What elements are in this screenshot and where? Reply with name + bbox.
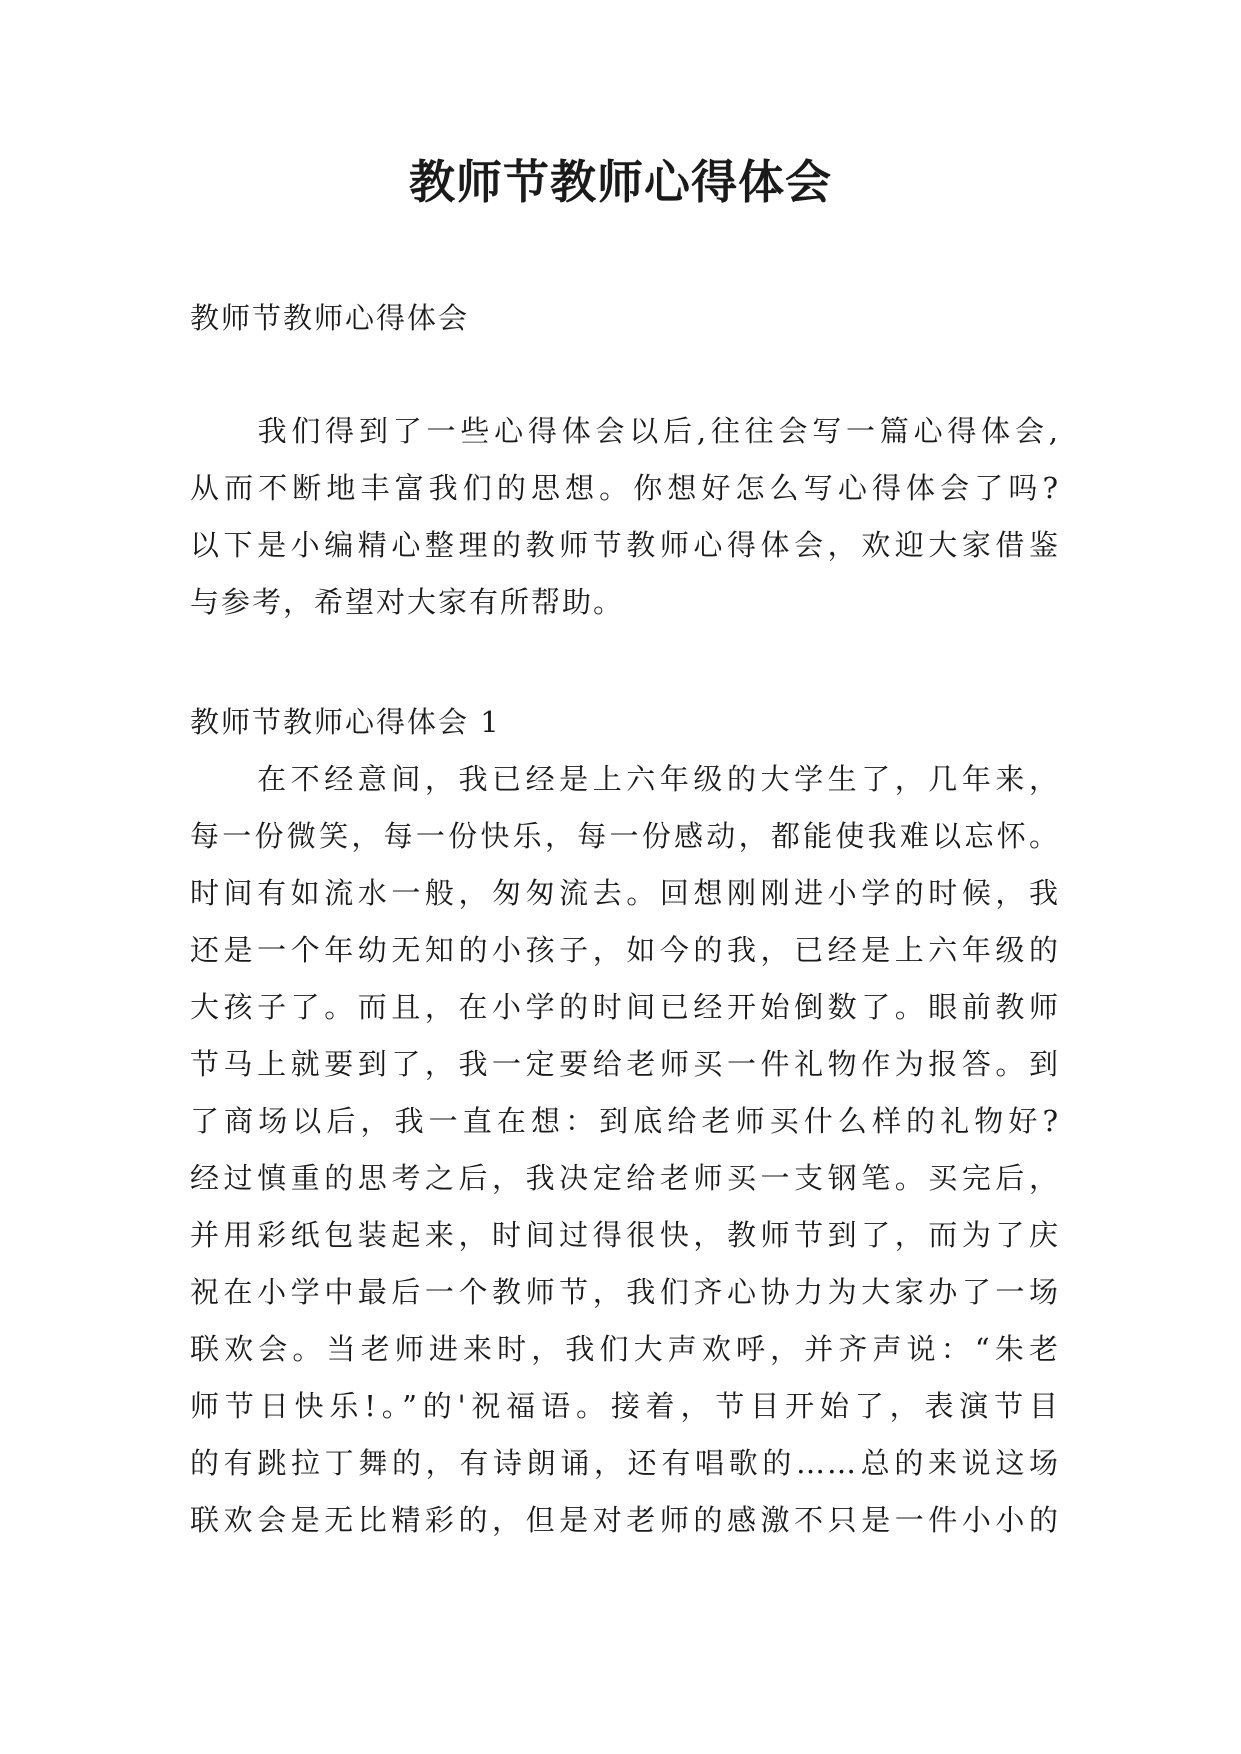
document-subtitle: 教师节教师心得体会 xyxy=(190,301,470,335)
section-line: 节马上就要到了，我一定要给老师买一件礼物作为报答。到 xyxy=(190,1047,1060,1081)
section-line: 在不经意间，我已经是上六年级的大学生了，几年来， xyxy=(190,762,1060,796)
section-line: 师节日快乐!。”的'祝福语。接着，节目开始了，表演节目 xyxy=(190,1389,1060,1423)
intro-line: 从而不断地丰富我们的思想。你想好怎么写心得体会了吗? xyxy=(190,471,1060,505)
intro-paragraph xyxy=(190,403,1060,631)
section-line: 的有跳拉丁舞的，有诗朗诵，还有唱歌的……总的来说这场 xyxy=(190,1446,1060,1480)
section-line: 还是一个年幼无知的小孩子，如今的我，已经是上六年级的 xyxy=(190,933,1060,967)
document-subtitle-block xyxy=(190,290,1060,347)
section-line: 经过慎重的思考之后，我决定给老师买一支钢笔。买完后， xyxy=(190,1161,1060,1195)
intro-line: 以下是小编精心整理的教师节教师心得体会，欢迎大家借鉴 xyxy=(190,528,1060,562)
section-line: 并用彩纸包装起来，时间过得很快，教师节到了，而为了庆 xyxy=(190,1218,1060,1252)
section-heading: 教师节教师心得体会 1 xyxy=(190,705,501,739)
intro-line: 与参考，希望对大家有所帮助。 xyxy=(190,585,625,619)
section-line: 时间有如流水一般，匆匆流去。回想刚刚进小学的时候，我 xyxy=(190,876,1060,910)
intro-line: 我们得到了一些心得体会以后,往往会写一篇心得体会, xyxy=(190,414,1060,448)
section-line: 每一份微笑，每一份快乐，每一份感动，都能使我难以忘怀。 xyxy=(190,819,1060,853)
section-1 xyxy=(190,694,1060,1549)
section-line: 大孩子了。而且，在小学的时间已经开始倒数了。眼前教师 xyxy=(190,990,1060,1024)
section-line: 祝在小学中最后一个教师节，我们齐心协力为大家办了一场 xyxy=(190,1275,1060,1309)
section-line: 联欢会是无比精彩的，但是对老师的感激不只是一件小小的 xyxy=(190,1503,1060,1537)
section-line: 联欢会。当老师进来时，我们大声欢呼，并齐声说：“朱老 xyxy=(190,1332,1060,1366)
section-line: 了商场以后，我一直在想：到底给老师买什么样的礼物好? xyxy=(190,1104,1060,1138)
document-title: 教师节教师心得体会 xyxy=(409,155,832,209)
